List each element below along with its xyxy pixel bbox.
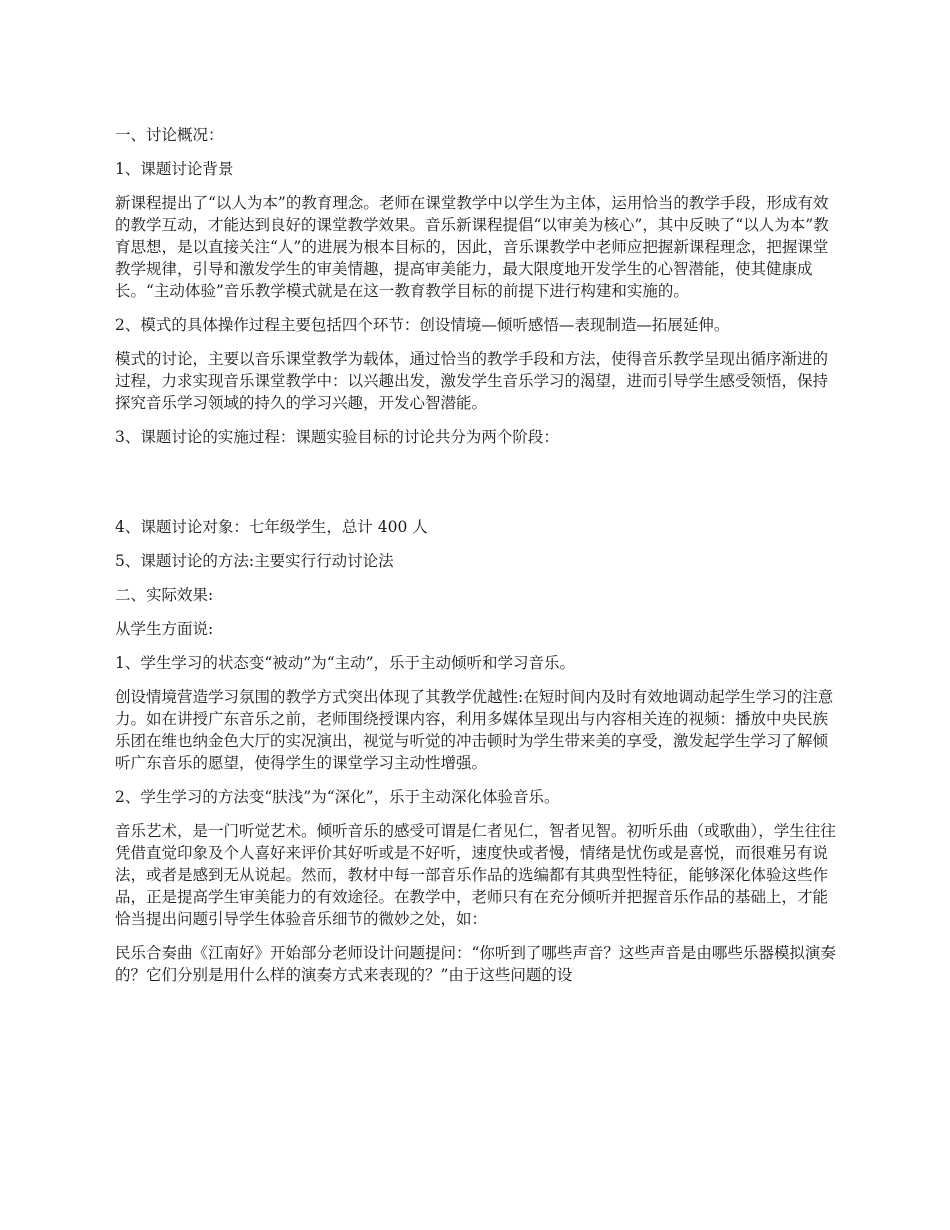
section-heading-effects: 二、实际效果: xyxy=(115,586,214,604)
paragraph-music-art: 音乐艺术，是一门听觉艺术。倾听音乐的感受可谓是仁者见仁，智者见智。初听乐曲（或歌曲），学生往往凭借直觉印象及个人喜好来评价其好听或是不好听，速度快或者慢，情绪是忧伤或是喜悦，而很难另有说法，或者是感到无从说起。然而，教材中每一部音乐作品的选编都有其典型性特征，能够深化体验这些作品，正是提高学生审美能力的有效途径。在教学中，老师只有在充分倾听并把握音乐作品的基础上，才能恰当提出问题引导学生体验音乐细节的微妙之处，如： xyxy=(115,822,836,928)
subheading-students: 从学生方面说: xyxy=(115,620,214,638)
item-implementation-process: 3、课题讨论的实施过程：课题实验目标的讨论共分为两个阶段： xyxy=(115,428,559,446)
paragraph-background-text: 新课程提出了“以人为本”的教育理念。老师在课堂教学中以学生为主体，运用恰当的教学手段，形成有效的教学互动，才能达到良好的课堂教学效果。音乐新课程提倡“以审美为核心”，其中反映了“以人为本”教育思想，是以直接关注“人”的进展为根本目标的，因此，音乐课教学中老师应把握新课程理念，把握课堂教学规律，引导和激发学生的审美情趣，提高审美能力，最大限度地开发学生的心智潜能，使其健康成长。“主动体验”音乐教学模式就是在这一教育教学目标的前提下进行构建和实施的。 xyxy=(115,194,829,300)
paragraph-model-research: 模式的讨论，主要以音乐课堂教学为载体，通过恰当的教学手段和方法，使得音乐教学呈现出循序渐进的过程，力求实现音乐课堂教学中：以兴趣出发，激发学生音乐学习的渴望，进而引导学生感受领悟，保持探究音乐学习领域的持久的学习兴趣，开发心智潜能。 xyxy=(115,350,829,412)
section-heading-overview: 一、讨论概况： xyxy=(115,126,224,144)
item-research-method: 5、课题讨论的方法:主要实行行动讨论法 xyxy=(115,552,394,570)
item-research-subjects: 4、课题讨论对象：七年级学生，总计 400 人 xyxy=(115,518,428,536)
item-learning-method: 2、学生学习的方法变“肤浅”为“深化”，乐于主动深化体验音乐。 xyxy=(115,788,560,806)
document-body xyxy=(115,124,840,998)
item-research-background: 1、课题讨论背景 xyxy=(115,160,234,178)
item-model-process: 2、模式的具体操作过程主要包括四个环节：创设情境—倾听感悟—表现制造—拓展延伸。 xyxy=(115,316,730,334)
paragraph-learning-state: 创设情境营造学习氛围的教学方式突出体现了其教学优越性:在短时间内及时有效地调动起学生学习的注意力。如在讲授广东音乐之前，老师围绕授课内容，利用多媒体呈现出与内容相关连的视频：播放中央民族乐团在维也纳金色大厅的实况演出，视觉与听觉的冲击顿时为学生带来美的享受，激发起学生学习了解倾听广东音乐的愿望，使得学生的课堂学习主动性增强。 xyxy=(115,688,834,772)
blank-space xyxy=(115,460,840,516)
item-learning-state: 1、学生学习的状态变“被动”为“主动”，乐于主动倾听和学习音乐。 xyxy=(115,654,576,672)
paragraph-jiangnan-example: 民乐合奏曲《江南好》开始部分老师设计问题提问：“你听到了哪些声音？这些声音是由哪些乐器模拟演奏的？它们分别是用什么样的演奏方式来表现的？”由于这些问题的设 xyxy=(115,944,836,984)
